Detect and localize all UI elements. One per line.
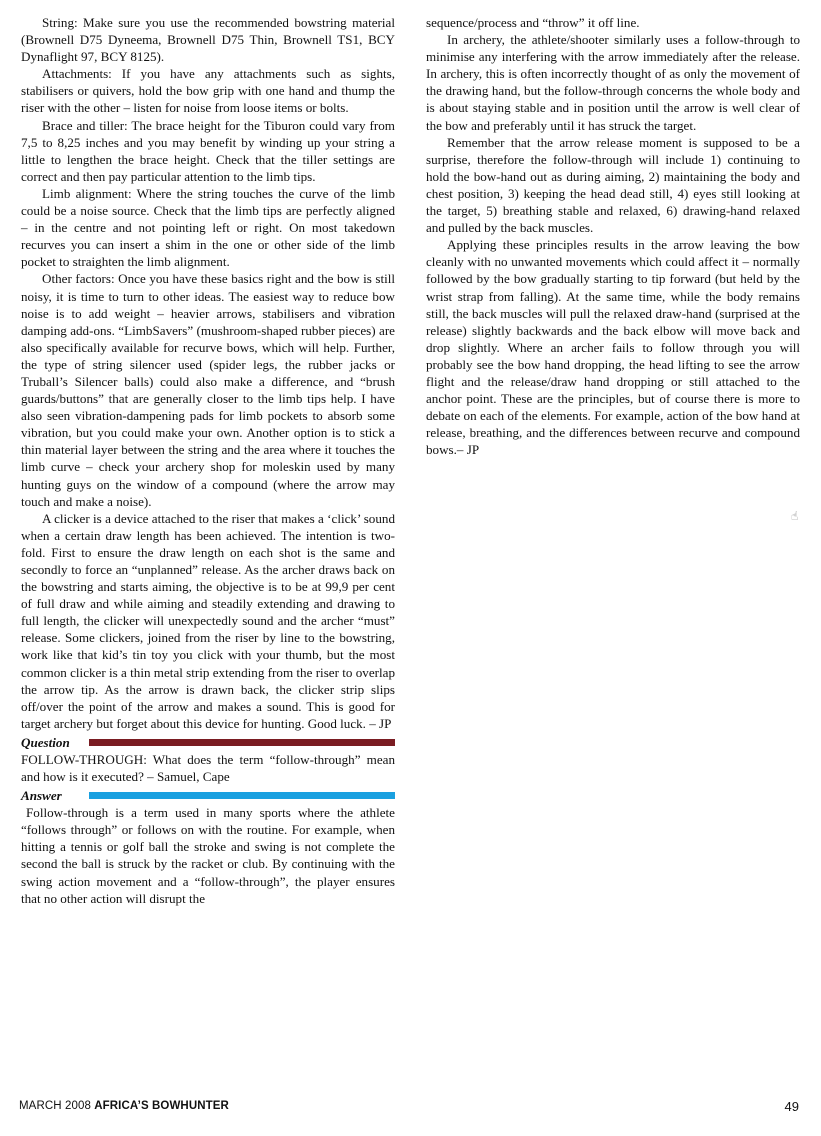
footer-publication (19, 1100, 229, 1112)
principles-paragraph: Applying these principles results in the arrow leaving the bow cleanly with no unwanted movements which could affect it – normally followed by the bow gradually starting to tip forward (but held by the wrist strap from falling). At the same time, while the body remains still, the back muscles will pull the relaxed draw-hand (surprised at the release) slightly backwards and the back elbow will move back and drop slightly. Where an archer fails to follow through you will probably see the bow hand dropping, the head lifting to see the arrow flight and the release/draw hand dropping or still attached to the anchor point. These are the principles, but of course there is more to debate on each of the elements. For example, action of the bow hand at release, breathing, and the differences between recurve and compound bows.– JP (426, 237, 800, 458)
question-header (21, 734, 395, 751)
brace-tiller-paragraph: Brace and tiller: The brace height for the Tiburon could vary from 7,5 to 8,25 inches and you may benefit by winding up your string a little to lengthen the brace height. Check that the tiller settings are correct and then pay particular attention to the limb tips. (21, 117, 395, 184)
answer-label: Answer (21, 788, 62, 804)
left-column (21, 14, 395, 907)
attachments-paragraph: Attachments: If you have any attachments such as sights, stabilisers or quivers, hold the bow grip with one hand and thump the riser with the other – listen for noise from loose items or bolts. (21, 66, 395, 116)
hand-cursor-icon: ☝ (791, 509, 799, 523)
question-label: Question (21, 734, 70, 750)
limb-alignment-paragraph: Limb alignment: Where the string touches the curve of the limb could be a noise source. Check that the limb tips are perfectly aligned – in the centre and not pointing left or right. On most takedown recurves you can insert a shim in the one or other side of the limb pocket to straighten the limb alignment. (21, 185, 395, 270)
footer-issue: MARCH 2008 (19, 1100, 91, 1112)
string-paragraph: String: Make sure you use the recommended bowstring material (Brownell D75 Dyneema, Brownell D75 Thin, Brownell TS1, BCY Dynaflight 97, BCY 8125). (21, 15, 395, 65)
continuation-text: sequence/process and “throw” it off line. (426, 15, 640, 30)
question-bar (89, 739, 395, 746)
answer-text: Follow-through is a term used in many sports where the athlete “follows through” or follows on with the routine. For example, when hitting a tennis or golf ball the stroke and swing is not complete the second the ball is struck by the racket or club. By continuing with the swing action movement and a “follow-through”, the player ensures that no other action will disrupt the (21, 805, 395, 906)
answer-bar (89, 792, 395, 799)
answer-header (21, 787, 395, 804)
archery-follow-through-paragraph: In archery, the athlete/shooter similarly uses a follow-through to minimise any interfering with the arrow immediately after the release. In archery, this is often incorrectly thought of as only the movement of the drawing hand, but the follow-through concerns the whole body and is about staying stable and in position until the arrow is well clear of the bow and preferably until it has struck the target. (426, 32, 800, 133)
question-text: FOLLOW-THROUGH: What does the term “follow-through” mean and how is it executed? – Samuel, Cape (21, 751, 395, 785)
page-footer (19, 1100, 799, 1116)
other-factors-paragraph: Other factors: Once you have these basics right and the bow is still noisy, it is time to turn to other ideas. The easiest way to reduce bow noise is to add weight – heavier arrows, stabilisers and vibration damping add-ons. “LimbSavers” (mushroom-shaped rubber pieces) are also specifically available for recurve bows, which will help. Further, the type of string silencer used (spider legs, the rubber jacks or Truball’s Silencer balls) could also make a difference, and “brush guards/buttons” that are generally closer to the limb tips help. I have also seen vibration-dampening pads for limb pockets to absorb some vibration, but you could make your own. Another option is to stick a thin material layer between the string and the area where it touches the limb curve – check your archery shop for moleskin used by many hunting guys on the window of a compound (where the arrow may touch and make a noise). (21, 271, 395, 509)
release-surprise-paragraph: Remember that the arrow release moment is supposed to be a surprise, therefore the follow-through will include 1) continuing to hold the bow-hand out as during aiming, 2) maintaining the body and chest position, 3) keeping the head dead still, 4) eyes still looking at the target, 5) breathing stable and relaxed, 6) drawing-hand relaxed and pulled by the back muscles. (426, 134, 800, 236)
right-column (426, 14, 800, 458)
footer-magazine: AFRICA’S BOWHUNTER (94, 1100, 229, 1112)
clicker-paragraph: A clicker is a device attached to the riser that makes a ‘click’ sound when a certain draw length has been achieved. The intention is two-fold. First to ensure the draw length on each shot is the same and secondly to force an “unplanned” release. As the archer draws back on the bowstring and starts aiming, the objective is to be at 99,9 per cent of full draw and while aiming and steadily extending and drawing to full length, the clicker will unexpectedly sound and the archer “must” release. Some clickers, joined from the riser by line to the bowstring, work like that kid’s tin toy you click with your thumb, but the most common clicker is a thin metal strip extending from the riser to overlap the arrow tip. As the arrow is drawn back, the clicker strip slips off/over the point of the arrow and makes a sound. This is good for target archery but forget about this device for hunting. Good luck. – JP (21, 510, 395, 731)
page-number: 49 (784, 1099, 799, 1114)
